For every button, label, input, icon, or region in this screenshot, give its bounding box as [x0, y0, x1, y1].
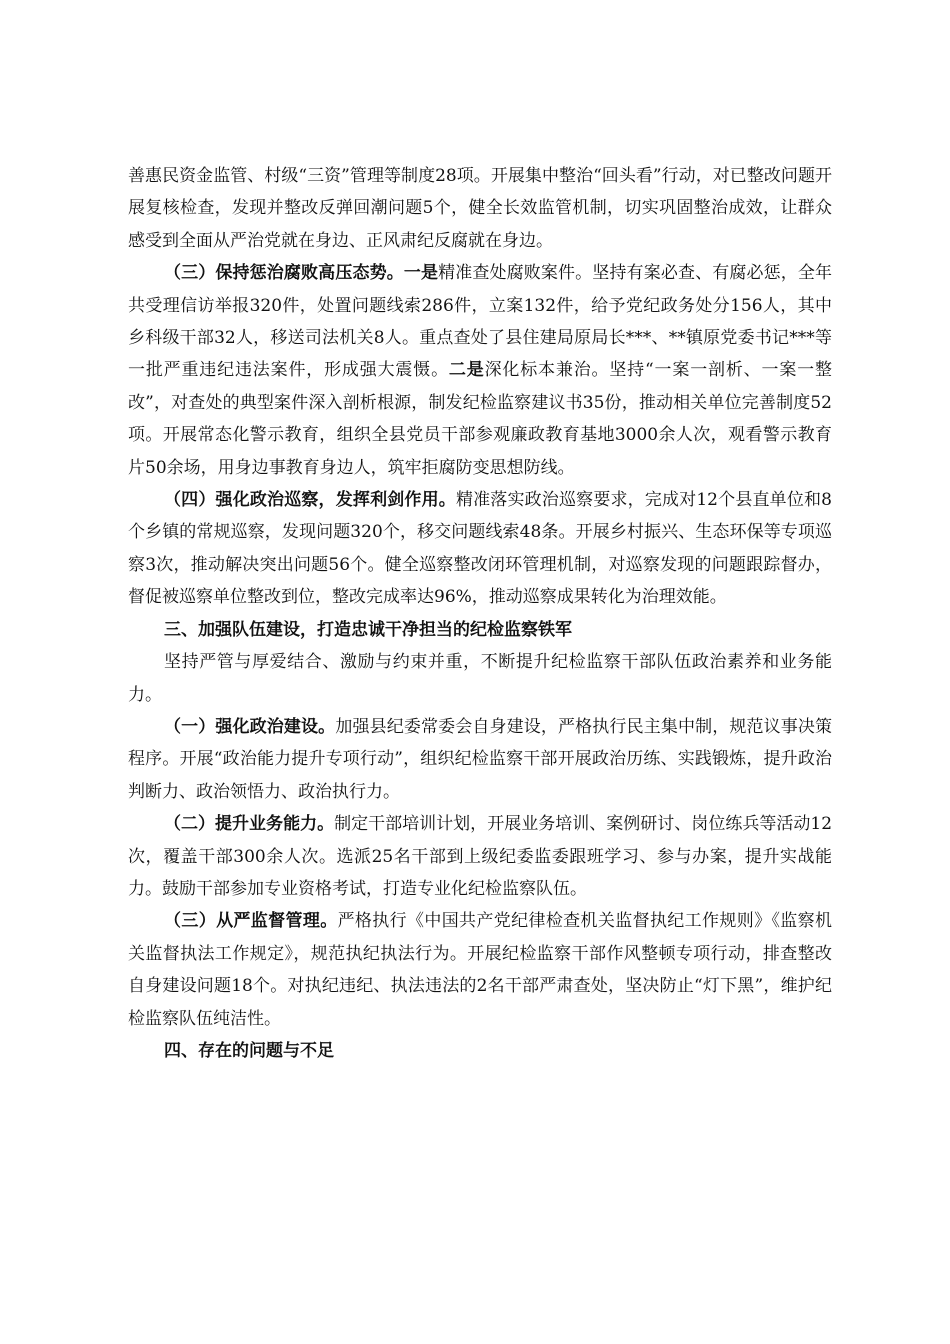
paragraph-text: 坚持严管与厚爱结合、激励与约束并重，不断提升纪检监察干部队伍政治素养和业务能力。	[128, 652, 832, 705]
heading-team-building	[128, 614, 832, 646]
paragraph-text: 加强县纪委常委会自身建设，严格执行民主集中制，规范议事决策程序。开展“政治能力提升专项行动”，组织纪检监察干部开展政治历练、实践锻炼，提升政治判断力、政治领悟力、政治执行力。	[128, 716, 833, 802]
paragraph-text: 制定干部培训计划，开展业务培训、案例研讨、岗位练兵等活动12次，覆盖干部300余人次。选派25名干部到上级纪委监委跟班学习、参与办案，提升实战能力。鼓励干部参加专业资格考试，打造专业化纪检监察队伍。	[128, 814, 833, 899]
paragraph-text: 严格执行《中国共产党纪律检查机关监督执纪工作规则》《监察机关监督执法工作规定》，规范执纪执法行为。开展纪检监察干部作风整顿专项行动，排查整改自身建设问题18个。对执纪违纪、执法违法的2名干部严肃查处，坚决防止“灯下黑”，维护纪检监察队伍纯洁性。	[128, 911, 833, 1029]
section-title: （三）从严监督管理。	[164, 911, 338, 932]
paragraph-inspection	[128, 484, 832, 614]
paragraph-political-building	[128, 711, 832, 808]
point-marker: 一是	[403, 263, 439, 284]
section-title: （三）保持惩治腐败高压态势。	[164, 263, 404, 284]
paragraph-text: 精准查处腐败案件。坚持有案必查、有腐必惩，全年共受理信访举报320件，处置问题线索286件，立案132件，给予党纪政务处分156人，其中乡科级干部32人，移送司法机关8人。重点查处了县住建局原局长***、**镇原党委书记***等一批严重违纪违法案件，形成强大震慑。	[128, 263, 833, 381]
paragraph-text: 善惠民资金监管、村级“三资”管理等制度28项。开展集中整治“回头看”行动，对已整改问题开展复核检查，发现并整改反弹回潮问题5个，健全长效监管机制，切实巩固整治成效，让群众感受到全面从严治党就在身边、正风肃纪反腐就在身边。	[128, 166, 832, 251]
paragraph-business-ability	[128, 808, 832, 905]
heading-problems	[128, 1035, 832, 1067]
paragraph-continuation	[128, 160, 832, 257]
point-marker: 二是	[448, 360, 485, 381]
section-title: （一）强化政治建设。	[164, 716, 336, 737]
section-title: （四）强化政治巡察，发挥利剑作用。	[164, 490, 456, 511]
paragraph-team-intro	[128, 646, 832, 711]
section-title: （二）提升业务能力。	[164, 814, 335, 835]
heading-text: 三、加强队伍建设，打造忠诚干净担当的纪检监察铁军	[164, 619, 572, 640]
document-page	[128, 160, 832, 1067]
paragraph-text: 深化标本兼治。坚持“一案一剖析、一案一整改”，对查处的典型案件深入剖析根源，制发纪检监察建议书35份，推动相关单位完善制度52项。开展常态化警示教育，组织全县党员干部参观廉政教育基地3000余人次，观看警示教育片50余场，用身边事教育身边人，筑牢拒腐防变思想防线。	[128, 360, 832, 478]
heading-text: 四、存在的问题与不足	[164, 1040, 334, 1061]
paragraph-supervision	[128, 905, 832, 1035]
paragraph-text: 精准落实政治巡察要求，完成对12个县直单位和8个乡镇的常规巡察，发现问题320个，移交问题线索48条。开展乡村振兴、生态环保等专项巡察3次，推动解决突出问题56个。健全巡察整改闭环管理机制，对巡察发现的问题跟踪督办，督促被巡察单位整改到位，整改完成率达96%，推动巡察成果转化为治理效能。	[128, 490, 833, 608]
paragraph-anti-corruption	[128, 257, 832, 484]
